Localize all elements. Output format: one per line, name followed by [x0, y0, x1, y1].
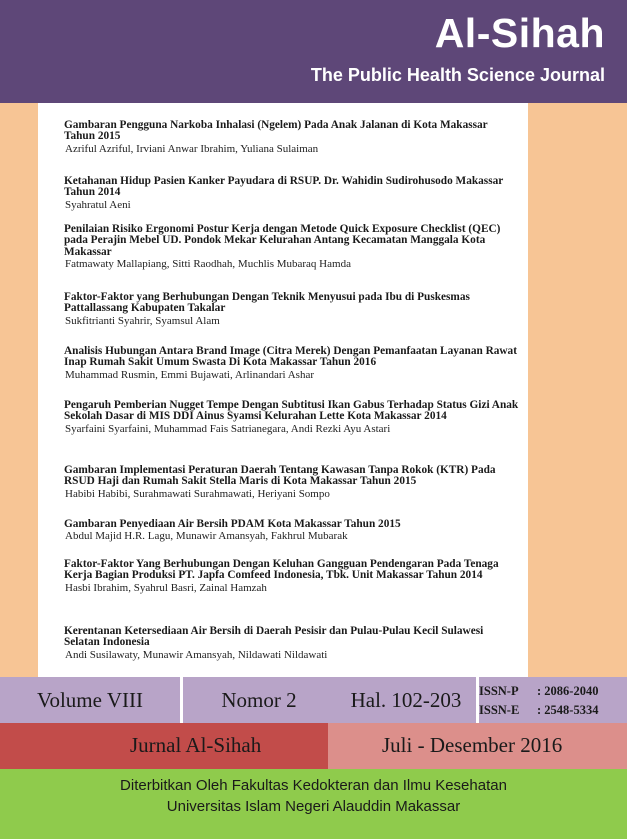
publication-period-cell [328, 723, 627, 769]
article-authors: Andi Susilawaty, Munawir Amansyah, Nildawati Nildawati [65, 648, 328, 661]
journal-title: Al-Sihah [434, 10, 605, 56]
article-entry [64, 626, 519, 662]
article-authors: Azriful Azriful, Irviani Anwar Ibrahim, Yuliana Sulaiman [65, 142, 319, 155]
article-title: Kerentanan Ketersediaan Air Bersih di Daerah Pesisir dan Pulau-Pulau Kecil Sulawesi Selatan Indonesia [64, 625, 484, 649]
page-range: Hal. 102-203 [350, 688, 462, 712]
issue-number: Nomor 2 [221, 688, 297, 712]
article-title: Gambaran Pengguna Narkoba Inhalasi (Ngelem) Pada Anak Jalanan di Kota Makassar Tahun 2015 [64, 119, 488, 143]
article-authors: Syahratul Aeni [65, 198, 131, 211]
issn-electronic [479, 703, 627, 718]
publication-period: Juli - Desember 2016 [382, 733, 563, 757]
article-title: Faktor-Faktor Yang Berhubungan Dengan Keluhan Gangguan Pendengaran Pada Tenaga Kerja Bagian Produksi PT. Japfa Comfeed Indonesia, Tbk. Unit Makassar Tahun 2014 [64, 558, 499, 582]
article-entry [64, 400, 519, 436]
article-entry [64, 176, 519, 212]
volume-info-bar [0, 677, 627, 723]
article-entry [64, 292, 519, 328]
issn-print [479, 684, 627, 699]
article-title: Faktor-Faktor yang Berhubungan Dengan Teknik Menyusui pada Ibu di Puskesmas Pattallassang Kabupaten Takalar [64, 291, 470, 315]
article-authors: Muhammad Rusmin, Emmi Bujawati, Arlinandari Ashar [65, 368, 314, 381]
article-entry [64, 465, 519, 501]
journal-subtitle: The Public Health Science Journal [310, 65, 605, 85]
journal-name: Jurnal Al-Sihah [130, 733, 262, 757]
journal-name-cell [0, 723, 328, 769]
article-entry [64, 224, 519, 271]
article-authors: Habibi Habibi, Surahmawati Surahmawati, Heriyani Sompo [65, 487, 330, 500]
article-entry [64, 559, 519, 595]
article-authors: Hasbi Ibrahim, Syahrul Basri, Zainal Hamzah [65, 581, 267, 594]
issn-print-label: ISSN-P [479, 684, 519, 698]
issn-electronic-label: ISSN-E [479, 703, 520, 717]
article-entry [64, 519, 519, 543]
article-title: Gambaran Implementasi Peraturan Daerah Tentang Kawasan Tanpa Rokok (KTR) Pada RSUD Haji dan Rumah Sakit Stella Maris di Kota Makassar Tahun 2015 [64, 464, 496, 488]
issn-electronic-value: : 2548-5334 [537, 703, 599, 717]
journal-header [0, 0, 627, 103]
publisher-university: Universitas Islam Negeri Alauddin Makassar [166, 798, 461, 815]
journal-name-bar [0, 723, 627, 769]
publisher-bar [0, 769, 627, 839]
table-of-contents [38, 103, 528, 677]
article-title: Gambaran Penyediaan Air Bersih PDAM Kota Makassar Tahun 2015 [64, 518, 401, 530]
volume-label: Volume VIII [37, 688, 143, 712]
publisher-faculty: Diterbitkan Oleh Fakultas Kedokteran dan Ilmu Kesehatan [120, 777, 507, 794]
article-title: Ketahanan Hidup Pasien Kanker Payudara di RSUP. Dr. Wahidin Sudirohusodo Makassar Tahun 2014 [64, 175, 504, 199]
article-title: Analisis Hubungan Antara Brand Image (Citra Merek) Dengan Pemanfaatan Layanan Rawat Inap Rumah Sakit Umum Swasta Di Kota Makassar Tahun 2016 [64, 345, 517, 369]
article-authors: Syarfaini Syarfaini, Muhammad Fais Satrianegara, Andi Rezki Ayu Astari [65, 422, 391, 435]
article-title: Penilaian Risiko Ergonomi Postur Kerja dengan Metode Quick Exposure Checklist (QEC) pada Perajin Mebel UD. Pondok Mekar Kelurahan Antang Kecamatan Manggala Kota Makassar [64, 223, 501, 258]
article-entry [64, 346, 519, 382]
article-authors: Fatmawaty Mallapiang, Sitti Raodhah, Muchlis Mubaraq Hamda [65, 258, 351, 271]
article-entry [64, 120, 519, 156]
issn-print-value: : 2086-2040 [537, 684, 599, 698]
article-title: Pengaruh Pemberian Nugget Tempe Dengan Subtitusi Ikan Gabus Terhadap Status Gizi Anak Sekolah Dasar di MIS DDI Ainus Syamsi Kelurahan Lette Kota Makassar 2014 [64, 399, 519, 423]
article-authors: Sukfitrianti Syahrir, Syamsul Alam [65, 314, 220, 327]
article-authors: Abdul Majid H.R. Lagu, Munawir Amansyah, Fakhrul Mubarak [65, 530, 348, 543]
